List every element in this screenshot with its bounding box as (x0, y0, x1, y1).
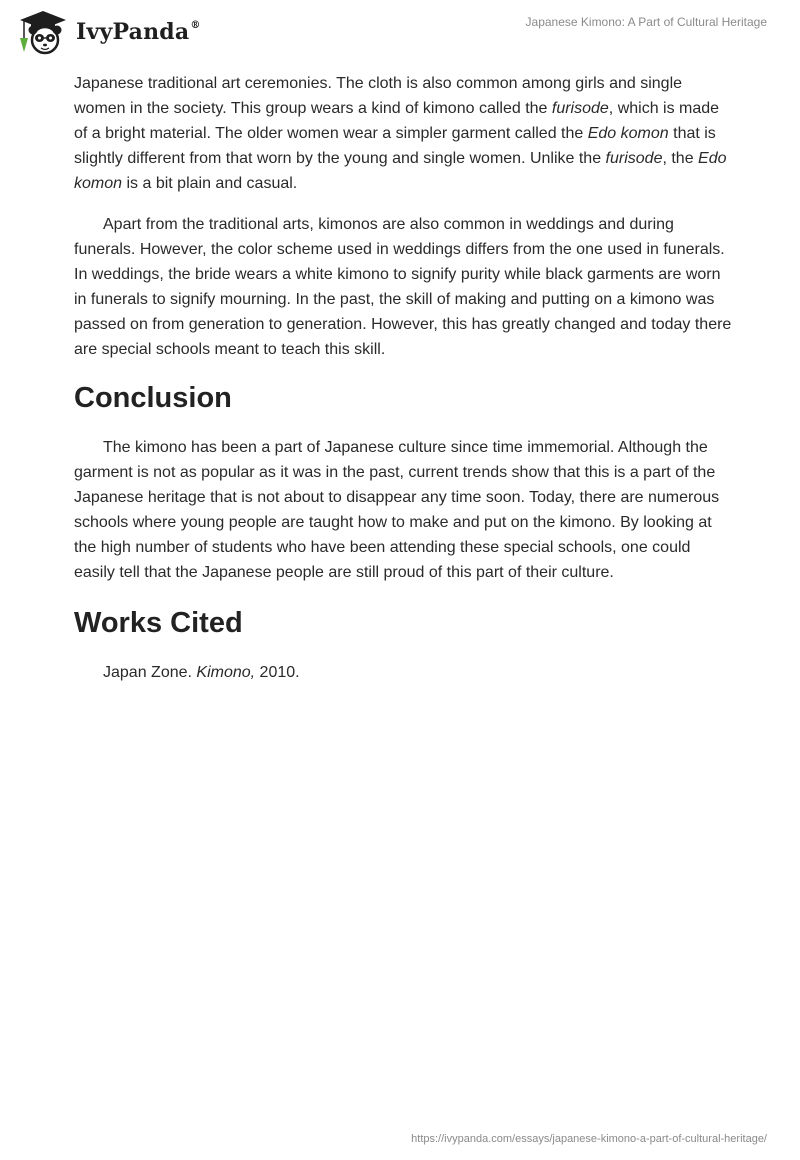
running-title: Japanese Kimono: A Part of Cultural Heritage (525, 15, 767, 29)
brand-name: IvyPanda® (76, 19, 201, 45)
source-url-link[interactable]: https://ivypanda.com/essays/japanese-kimono-a-part-of-cultural-heritage/ (411, 1133, 767, 1145)
citation-entry: Japan Zone. Kimono, 2010. (103, 664, 300, 681)
paragraph-conclusion: The kimono has been a part of Japanese culture since time immemorial. Although the garment is not as popular as it was in the past, current trends show that this is a part of the Japanese heritage that is not about to disappear any time soon. Today, there are numerous schools where young people are taught how to make and put on the kimono. By looking at the high number of students who have been attending these special schools, one could easily tell that the Japanese people are still proud of this part of their culture. (74, 439, 720, 581)
conclusion-heading: Conclusion (74, 382, 232, 414)
paragraph-1: Japanese traditional art ceremonies. The cloth is also common among girls and single women in the society. This group wears a kind of kimono called the furisode, which is made of a bright material. The older women wear a simpler garment called the Edo komon that is slightly different from that worn by the young and single women. Unlike the furisode, the Edo komon is a bit plain and casual. (74, 75, 727, 192)
ivypanda-logo[interactable] (14, 8, 201, 56)
page-header (0, 0, 800, 60)
works-cited-heading: Works Cited (74, 607, 243, 639)
paragraph-2: Apart from the traditional arts, kimonos are also common in weddings and during funerals. However, the color scheme used in weddings differs from the one used in funerals. In weddings, the bride wears a white kimono to signify purity while black garments are worn in funerals to signify mourning. In the past, the skill of making and putting on a kimono was passed on from generation to generation. However, this has greatly changed and today there are special schools meant to teach this skill. (74, 216, 732, 358)
essay-body (74, 71, 734, 685)
panda-graduate-icon (14, 8, 72, 56)
